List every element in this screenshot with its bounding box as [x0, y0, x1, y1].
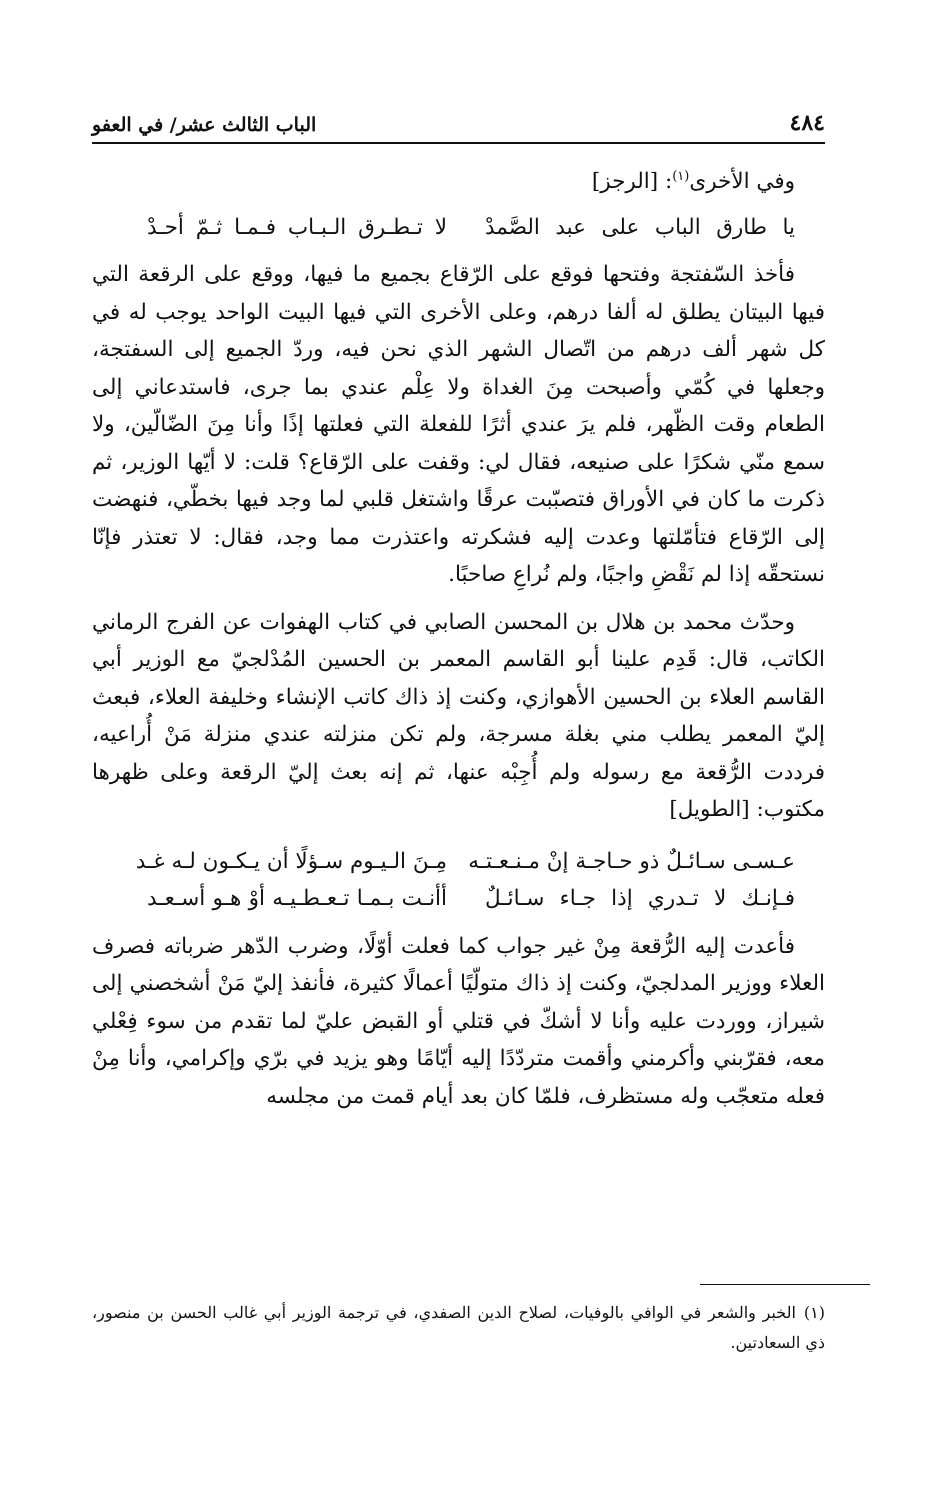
- footnote-text: الخبر والشعر في الوافي بالوفيات، لصلاح الدين الصفدي، في ترجمة الوزير أبي غالب الحسن بن منصور، ذي السعادتين.: [92, 1303, 825, 1352]
- page-number: ٤٨٤: [789, 110, 825, 136]
- paragraph: فأخذ السّفتجة وفتحها فوقع على الرّقاع بجميع ما فيها، ووقع على الرقعة التي فيها البيتان يطلق له ألفا درهم، وعلى الأخرى التي فيها البيت الواحد يوجب له في كل شهر ألف درهم من اتّصال الشهر الذي نحن فيه، وردّ الجميع إلى السفتجة، وجعلها في كُمّي وأصبحت مِنَ الغداة ولا عِلْم عندي بما جرى، فاستدعاني إلى الطعام وقت الظّهر، فلم يرَ عندي أثرًا للفعلة التي فعلتها إذًا وأنا مِنَ الضّالّين، ولا سمع منّي شكرًا على صنيعه، فقال لي: وقفت على الرّقاع؟ قلت: لا أيّها الوزير، ثم ذكرت ما كان في الأوراق فتصبّبت عرقًا واشتغل قلبي لما وجد فيها بخطّي، فنهضت إلى الرّقاع فتأمّلتها وعدت إليه فشكرته واعتذرت مما وجد، فقال: لا تعتذر فإنّا نستحقّه إذا لم نَقْضِ واجبًا، ولم نُراعِ صاحبًا.: [92, 262, 825, 588]
- footnote-ref: (١): [672, 169, 690, 184]
- verse-second-hemistich: لا تـطـرق الـبـاب فـمـا ثـمّ أحـدْ: [147, 214, 447, 240]
- running-title: الباب الثالث عشر/ في العفو: [92, 114, 317, 136]
- page-header: [92, 96, 825, 144]
- paragraph: وحدّث محمد بن هلال بن المحسن الصابي في كتاب الهفوات عن الفرج الرماني الكاتب، قال: قَدِم علينا أبو القاسم المعمر بن الحسين المُدْلجيّ مع الوزير أبي القاسم العلاء بن الحسين الأهوازي، وكنت إذ ذاك كاتب الإنشاء وخليفة العلاء، فبعث إليّ المعمر يطلب مني بغلة مسرجة، ولم تكن منزلته عندي منزلة مَنْ أُراعيه، فرددت الرُّقعة مع رسوله ولم أُجِبْه عنها، ثم إنه بعث إليّ الرقعة وعلى ظهرها مكتوب: [الطويل]: [92, 609, 825, 823]
- verse-first-hemistich: يا طارق الباب على عبد الصَّمدْ: [485, 214, 795, 240]
- meter-lead: وفي الأخرى: [689, 169, 795, 195]
- meter-name: : [الرجز]: [591, 169, 673, 195]
- verse-line: [92, 843, 825, 881]
- meter-heading: [92, 158, 825, 201]
- main-text: [92, 158, 825, 1115]
- verse-second-hemistich: أأنـت بـمـا تـعـطـيـه أوْ هـو أسـعـد: [147, 886, 447, 912]
- footnote-divider: [700, 1284, 870, 1285]
- verse-first-hemistich: فـإنـك لا تـدري إذا جـاء سـائـلٌ: [485, 886, 795, 912]
- footnote-number: (١): [803, 1303, 825, 1322]
- verse-line: [92, 880, 825, 918]
- footnote: [92, 1298, 825, 1358]
- verse-line: [92, 209, 825, 247]
- paragraph: فأعدت إليه الرُّقعة مِنْ غير جواب كما فعلت أوّلًا، وضرب الدّهر ضرباته فصرف العلاء ووزير المدلجيّ، وكنت إذ ذاك متولّيًا أعمالًا كثيرة، فأنفذ إليّ مَنْ أشخصني إلى شيراز، ووردت عليه وأنا لا أشكّ في قتلي أو القبض عليّ لما تقدم من سوء فِعْلي معه، فقرّبني وأكرمني وأقمت متردّدًا إليه أيّامًا وهو يزيد في برّي وإكرامي، وأنا مِنْ فعله متعجّب وله مستظرف، فلمّا كان بعد أيام قمت من مجلسه: [92, 933, 825, 1109]
- verse-first-hemistich: عـسـى سـائـلٌ ذو حـاجـة إنْ مـنـعـتـه: [468, 848, 795, 874]
- verse-second-hemistich: مِـنَ الـيـوم سـؤلًا أن يـكـون لـه غـد: [135, 848, 447, 874]
